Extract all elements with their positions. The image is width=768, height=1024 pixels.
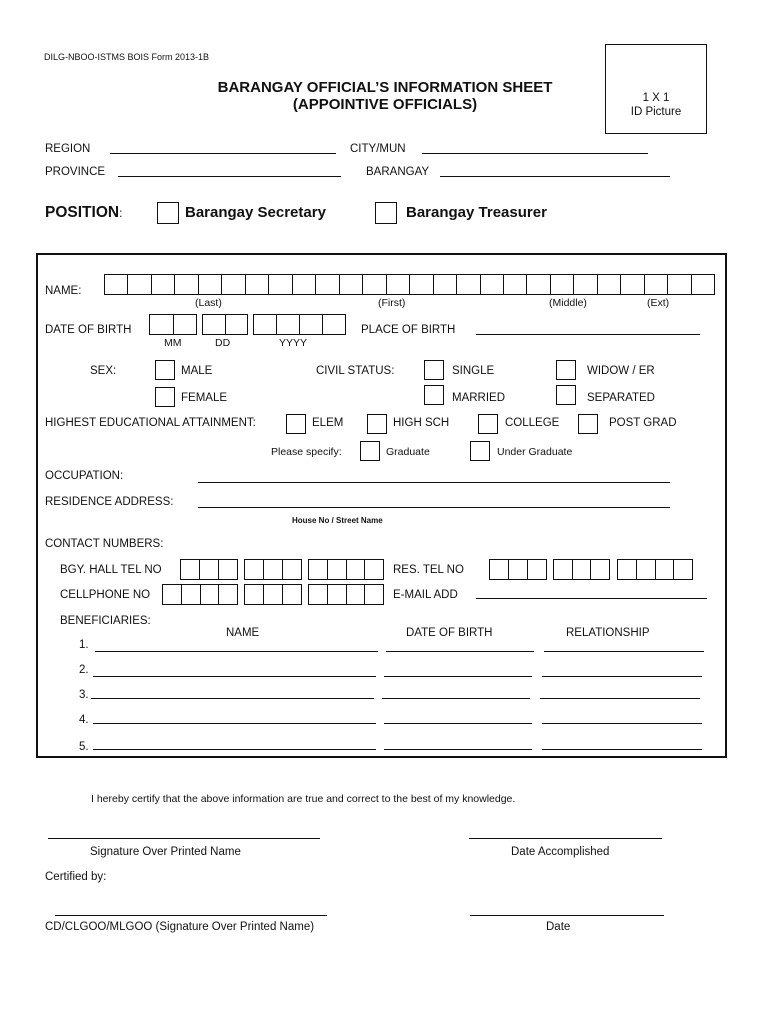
name-input-cells[interactable] (104, 274, 715, 295)
name-label: NAME: (45, 285, 82, 297)
region-label: REGION (45, 143, 91, 155)
married-label: MARRIED (452, 392, 506, 404)
certification-date-caption: Date (546, 921, 571, 933)
residence-label: RESIDENCE ADDRESS: (45, 496, 174, 508)
city-mun-field[interactable] (422, 153, 648, 154)
beneficiary-number: 5. (79, 741, 89, 753)
graduate-checkbox[interactable] (360, 441, 380, 461)
certification-date-field[interactable] (470, 915, 664, 916)
dob-day-cells[interactable] (202, 314, 248, 335)
photo-caption: ID Picture (630, 106, 682, 118)
beneficiary-name-field[interactable] (93, 749, 376, 750)
beneficiary-dob-field[interactable] (386, 651, 534, 652)
res-tel-cells-1[interactable] (489, 559, 547, 580)
officer-signature-field[interactable] (55, 915, 327, 916)
barangay-label: BARANGAY (366, 166, 430, 178)
dob-mm-caption: MM (164, 337, 182, 349)
cellphone-cells-2[interactable] (244, 584, 302, 605)
beneficiary-name-field[interactable] (95, 651, 378, 652)
treasurer-label: Barangay Treasurer (406, 204, 547, 221)
email-label: E-MAIL ADD (393, 589, 458, 601)
beneficiary-name-field[interactable] (93, 676, 376, 677)
dob-year-cells[interactable] (253, 314, 346, 335)
beneficiary-dob-field[interactable] (384, 723, 532, 724)
officer-caption: CD/CLGOO/MLGOO (Signature Over Printed Name) (45, 921, 315, 933)
secretary-checkbox[interactable] (157, 202, 179, 224)
beneficiary-dob-field[interactable] (384, 749, 532, 750)
beneficiary-dob-field[interactable] (382, 698, 530, 699)
name-middle-caption: (Middle) (549, 297, 587, 309)
separated-label: SEPARATED (587, 392, 655, 404)
dob-dd-caption: DD (215, 337, 231, 349)
city-mun-label: CITY/MUN (350, 143, 406, 155)
beneficiary-relationship-field[interactable] (544, 651, 704, 652)
col-name-header: NAME (226, 627, 260, 639)
position-label: POSITION: (45, 204, 123, 221)
residence-hint: House No / Street Name (292, 516, 383, 525)
married-checkbox[interactable] (424, 385, 444, 405)
male-checkbox[interactable] (155, 360, 175, 380)
beneficiaries-label: BENEFICIARIES: (60, 615, 151, 627)
occupation-field[interactable] (198, 482, 670, 483)
college-checkbox[interactable] (478, 414, 498, 434)
widow-checkbox[interactable] (556, 360, 576, 380)
province-field[interactable] (118, 176, 341, 177)
high-school-checkbox[interactable] (367, 414, 387, 434)
cellphone-cells-3[interactable] (308, 584, 384, 605)
beneficiary-name-field[interactable] (91, 698, 374, 699)
college-label: COLLEGE (505, 417, 560, 429)
high-school-label: HIGH SCH (393, 417, 450, 429)
barangay-field[interactable] (440, 176, 670, 177)
separated-checkbox[interactable] (556, 385, 576, 405)
res-tel-label: RES. TEL NO (393, 564, 464, 576)
female-label: FEMALE (181, 392, 228, 404)
post-grad-checkbox[interactable] (578, 414, 598, 434)
widow-label: WIDOW / ER (587, 365, 655, 377)
signature-caption: Signature Over Printed Name (90, 846, 241, 858)
name-last-caption: (Last) (195, 297, 222, 309)
contact-label: CONTACT NUMBERS: (45, 538, 164, 550)
bgy-hall-cells-1[interactable] (180, 559, 238, 580)
certification-statement: I hereby certify that the above information are true and correct to the best of my knowledge. (91, 793, 516, 805)
form-code: DILG-NBOO-ISTMS BOIS Form 2013-1B (44, 52, 210, 62)
certified-by-label: Certified by: (45, 871, 107, 883)
female-checkbox[interactable] (155, 387, 175, 407)
occupation-label: OCCUPATION: (45, 470, 124, 482)
name-first-caption: (First) (378, 297, 406, 309)
signature-field[interactable] (48, 838, 320, 839)
beneficiary-dob-field[interactable] (384, 676, 532, 677)
dob-month-cells[interactable] (149, 314, 197, 335)
secretary-label: Barangay Secretary (185, 204, 326, 221)
region-field[interactable] (110, 153, 336, 154)
dob-label: DATE OF BIRTH (45, 324, 132, 336)
sex-label: SEX: (90, 365, 117, 377)
col-relationship-header: RELATIONSHIP (566, 627, 650, 639)
res-tel-cells-2[interactable] (553, 559, 610, 580)
bgy-hall-cells-2[interactable] (244, 559, 302, 580)
res-tel-cells-3[interactable] (617, 559, 693, 580)
form-subtitle: (APPOINTIVE OFFICIALS) (292, 96, 478, 113)
beneficiary-relationship-field[interactable] (542, 749, 702, 750)
pob-field[interactable] (476, 334, 700, 335)
treasurer-checkbox[interactable] (375, 202, 397, 224)
beneficiary-number: 1. (79, 639, 89, 651)
form-title: BARANGAY OFFICIAL’S INFORMATION SHEET (217, 79, 553, 96)
bgy-hall-cells-3[interactable] (308, 559, 384, 580)
single-checkbox[interactable] (424, 360, 444, 380)
pob-label: PLACE OF BIRTH (361, 324, 456, 336)
beneficiary-relationship-field[interactable] (540, 698, 700, 699)
under-graduate-checkbox[interactable] (470, 441, 490, 461)
beneficiary-number: 4. (79, 714, 89, 726)
beneficiary-relationship-field[interactable] (542, 676, 702, 677)
education-label: HIGHEST EDUCATIONAL ATTAINMENT: (45, 417, 256, 429)
photo-size-label: 1 X 1 (642, 92, 670, 104)
elem-label: ELEM (312, 417, 344, 429)
beneficiary-name-field[interactable] (93, 723, 376, 724)
dob-yyyy-caption: YYYY (279, 337, 308, 349)
graduate-label: Graduate (386, 446, 430, 458)
under-graduate-label: Under Graduate (497, 446, 573, 458)
beneficiary-number: 2. (79, 664, 89, 676)
name-ext-caption: (Ext) (647, 297, 670, 309)
province-label: PROVINCE (45, 166, 106, 178)
cellphone-label: CELLPHONE NO (60, 589, 151, 601)
civil-status-label: CIVIL STATUS: (316, 365, 395, 377)
male-label: MALE (181, 365, 213, 377)
cellphone-cells-1[interactable] (162, 584, 238, 605)
post-grad-label: POST GRAD (609, 417, 677, 429)
col-dob-header: DATE OF BIRTH (406, 627, 493, 639)
elem-checkbox[interactable] (286, 414, 306, 434)
beneficiary-number: 3. (79, 689, 89, 701)
beneficiary-relationship-field[interactable] (542, 723, 702, 724)
single-label: SINGLE (452, 365, 495, 377)
bgy-hall-label: BGY. HALL TEL NO (60, 564, 162, 576)
date-accomplished-field[interactable] (469, 838, 662, 839)
specify-label: Please specify: (271, 446, 342, 458)
id-picture-box[interactable] (605, 44, 707, 134)
date-accomplished-caption: Date Accomplished (511, 846, 610, 858)
email-field[interactable] (476, 598, 707, 599)
residence-field[interactable] (198, 507, 670, 508)
